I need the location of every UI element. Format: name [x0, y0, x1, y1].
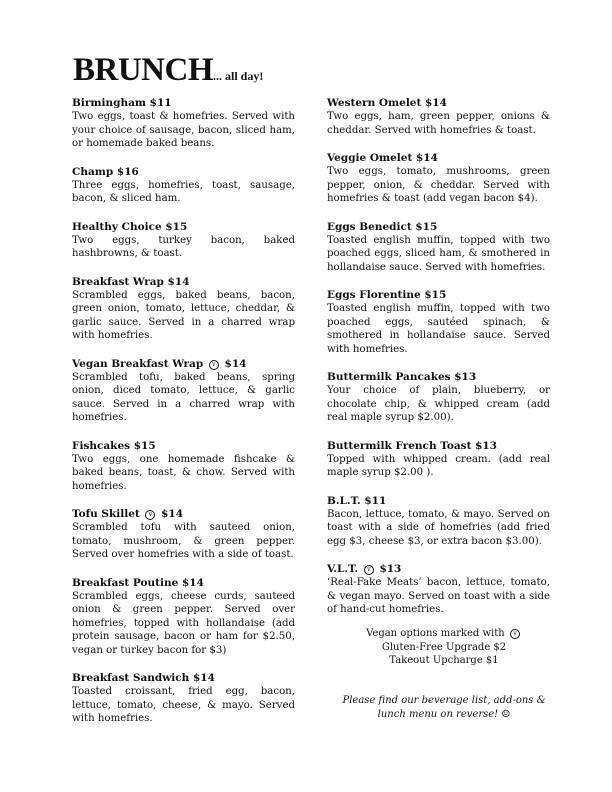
menu-item-vegan-breakfast-wrap — [72, 357, 295, 425]
menu-item-champ — [72, 165, 295, 206]
menu-item-breakfast-sandwich — [72, 671, 295, 726]
item-description: Toasted english muffin, topped with two poached eggs, sliced ham, & smothered in hollandaise sauce. Served with homefries. — [327, 234, 550, 273]
item-name-text: Vegan Breakfast Wrap — [72, 357, 204, 370]
item-description: Two eggs, one homemade fishcake & baked beans, toast, & chow. Served with homefries. — [72, 453, 295, 492]
item-description: Toasted croissant, fried egg, bacon, lettuce, tomato, cheese, & mayo. Served with homefries. — [72, 686, 295, 724]
vegan-icon: v — [510, 629, 520, 639]
item-name: Healthy Choice $15 — [72, 220, 188, 233]
item-description: Two eggs, ham, green pepper, onions & cheddar. Served with homefries & toast. — [327, 111, 550, 136]
gluten-free-note: Gluten-Free Upgrade $2 — [381, 641, 507, 653]
item-name — [72, 357, 295, 371]
item-name: Veggie Omelet $14 — [327, 152, 438, 164]
item-name: B.L.T. $11 — [327, 494, 387, 507]
vegan-note — [327, 627, 561, 641]
item-description: Scrambled tofu, baked beans, spring onion, diced tomato, lettuce, & garlic sauce. Served in a charred wrap with homefries. — [72, 371, 295, 423]
item-name: Eggs Benedict $15 — [327, 220, 438, 233]
item-description: ‘Real-Fake Meats’ bacon, lettuce, tomato, & vegan mayo. Served on toast with a side of hand-cut homefries. — [327, 577, 550, 615]
menu-item-fishcakes — [72, 439, 295, 494]
item-price: $13 — [379, 563, 402, 575]
menu-item-blt — [327, 494, 550, 549]
menu-item-tofu-skillet — [72, 507, 295, 562]
item-name-text: V.L.T. — [327, 563, 359, 575]
item-name: Buttermilk Pancakes $13 — [327, 371, 477, 383]
item-name-text: Tofu Skillet — [72, 508, 140, 520]
item-name: Champ $16 — [72, 165, 139, 178]
item-description: Toasted english muffin, topped with two poached eggs, sautéed spinach, & smothered in hollandaise sauce. Served with homefries. — [327, 303, 550, 355]
menu-title: BRUNCH — [73, 52, 214, 88]
item-description: Topped with whipped cream. (add real maple syrup $2.00 ). — [327, 453, 550, 478]
vegan-note-text: Vegan options marked with — [366, 628, 505, 639]
item-description: Three eggs, homefries, toast, sausage, bacon, & sliced ham. — [72, 179, 295, 204]
item-name: Fishcakes $15 — [72, 439, 156, 452]
left-column — [72, 96, 295, 740]
item-description: Two eggs, toast & homefries. Served with your choice of sausage, bacon, sliced ham, or homemade baked beans. — [72, 111, 295, 149]
menu-subtitle: ... all day! — [213, 69, 264, 83]
item-name — [327, 562, 550, 576]
takeout-note: Takeout Upcharge $1 — [389, 655, 499, 666]
item-name: Breakfast Sandwich $14 — [72, 672, 215, 684]
page-title — [73, 52, 263, 89]
menu-item-eggs-benedict — [327, 220, 550, 275]
item-description: Scrambled tofu with sauteed onion, tomato, mushroom, & green pepper. Served over homefries with a side of toast. — [72, 522, 295, 560]
menu-item-healthy-choice — [72, 220, 295, 261]
right-column — [327, 96, 550, 631]
reverse-note: Please find our beverage list, add-ons & lunch menu on reverse! ☺ — [342, 695, 546, 720]
menu-item-breakfast-wrap — [72, 275, 295, 343]
menu-item-western-omelet — [327, 96, 550, 137]
menu-item-buttermilk-french-toast — [327, 439, 550, 480]
item-description: Scrambled eggs, baked beans, bacon, green onion, tomato, lettuce, cheddar, & garlic sauce. Served in a charred wrap with homefries. — [72, 289, 295, 341]
item-price: $14 — [224, 357, 247, 370]
menu-item-eggs-florentine — [327, 288, 550, 356]
item-name — [72, 507, 295, 521]
item-description: Bacon, lettuce, tomato, & mayo. Served on toast with a side of homefries (add fried egg $3, cheese $3, or extra bacon $3.00). — [327, 508, 550, 547]
item-name: Birmingham $11 — [72, 97, 172, 109]
item-name: Western Omelet $14 — [327, 97, 447, 109]
menu-item-birmingham — [72, 96, 295, 151]
item-description: Two eggs, turkey bacon, baked hashbrowns, & toast. — [72, 234, 295, 259]
item-description: Your choice of plain, blueberry, or chocolate chip, & whipped cream (add real maple syrup $2.00). — [327, 385, 550, 423]
item-description: Scrambled eggs, cheese curds, sauteed onion & green pepper. Served over homefries, topped with hollandaise (add protein sausage, bacon or ham for $2.50, vegan or turkey bacon for $3) — [72, 590, 295, 656]
item-name: Breakfast Poutine $14 — [72, 576, 204, 589]
vegan-icon: v — [364, 565, 374, 575]
item-description: Two eggs, tomato, mushrooms, green pepper, onion, & cheddar. Served with homefries & toast (add vegan bacon $4). — [327, 166, 550, 204]
menu-notes — [327, 627, 561, 668]
item-name: Breakfast Wrap $14 — [72, 275, 190, 288]
menu-item-vlt — [327, 562, 550, 617]
vegan-icon: v — [145, 510, 155, 520]
item-name: Buttermilk French Toast $13 — [327, 439, 497, 452]
vegan-icon: v — [209, 360, 219, 370]
menu-item-breakfast-poutine — [72, 576, 295, 658]
menu-item-veggie-omelet — [327, 151, 550, 206]
item-name: Eggs Florentine $15 — [327, 289, 447, 301]
item-price: $14 — [161, 508, 184, 520]
menu-item-buttermilk-pancakes — [327, 370, 550, 425]
